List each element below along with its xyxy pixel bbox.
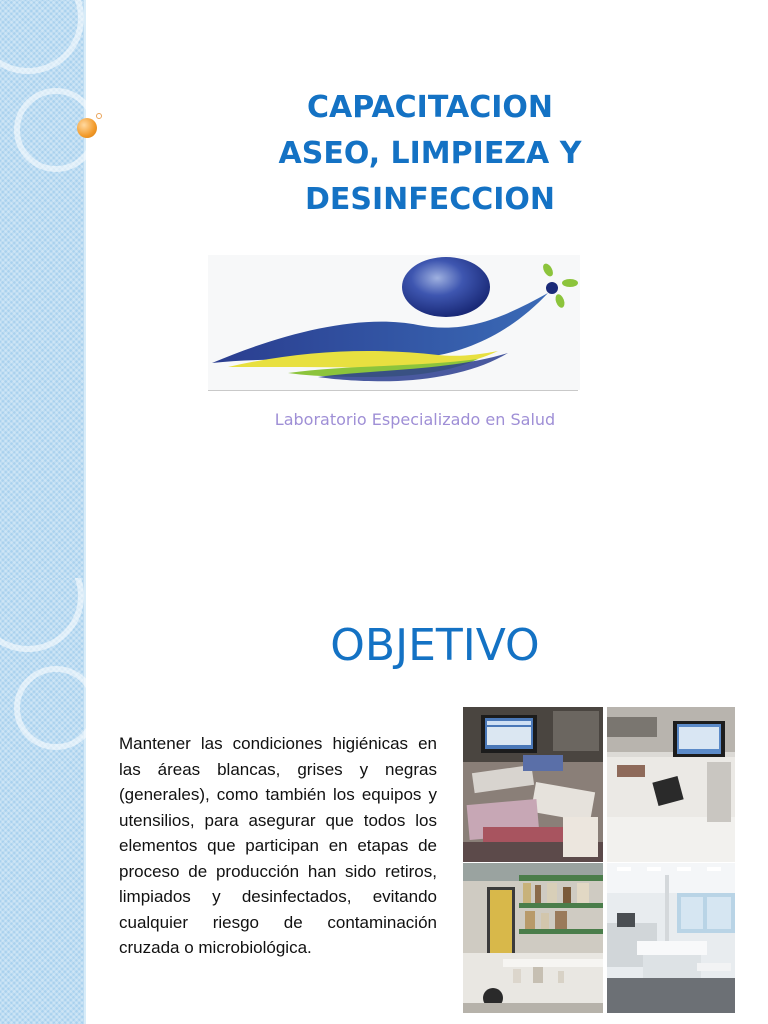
title-line: CAPACITACION — [306, 90, 553, 125]
small-ring-icon — [96, 113, 102, 119]
slide-title — [230, 85, 630, 223]
title-line: DESINFECCION — [304, 182, 556, 217]
side-band-divider — [84, 0, 86, 578]
logo-sphere — [402, 257, 490, 317]
title-line: ASEO, LIMPIEZA Y — [278, 136, 582, 171]
side-band-divider — [84, 578, 86, 1024]
lab-logo — [208, 255, 580, 390]
decorative-side-band — [0, 0, 85, 578]
clean-office-computer-photo — [607, 707, 735, 862]
logo-dot — [546, 282, 558, 294]
lab-subtitle: Laboratorio Especializado en Salud — [274, 410, 556, 429]
objective-slide — [0, 578, 768, 1024]
logo-divider — [208, 390, 578, 391]
orange-orb-icon — [77, 118, 97, 138]
laboratory-shelves-photo — [463, 863, 603, 1013]
decorative-ring — [14, 666, 98, 750]
objective-body: Mantener las condiciones higiénicas en las áreas blancas, grises y negras (generales), como también los equipos y utensilios, para asegurar que todos los elementos que participan en etapas de proceso de producción han sido retiros, limpiados y desinfectados, evitando cualquier riesgo de contaminación cruzada o microbiológica. — [119, 734, 437, 957]
modern-laboratory-photo — [607, 863, 735, 1013]
objective-heading: OBJETIVO — [330, 620, 540, 671]
cluttered-office-computer-photo — [463, 707, 603, 862]
